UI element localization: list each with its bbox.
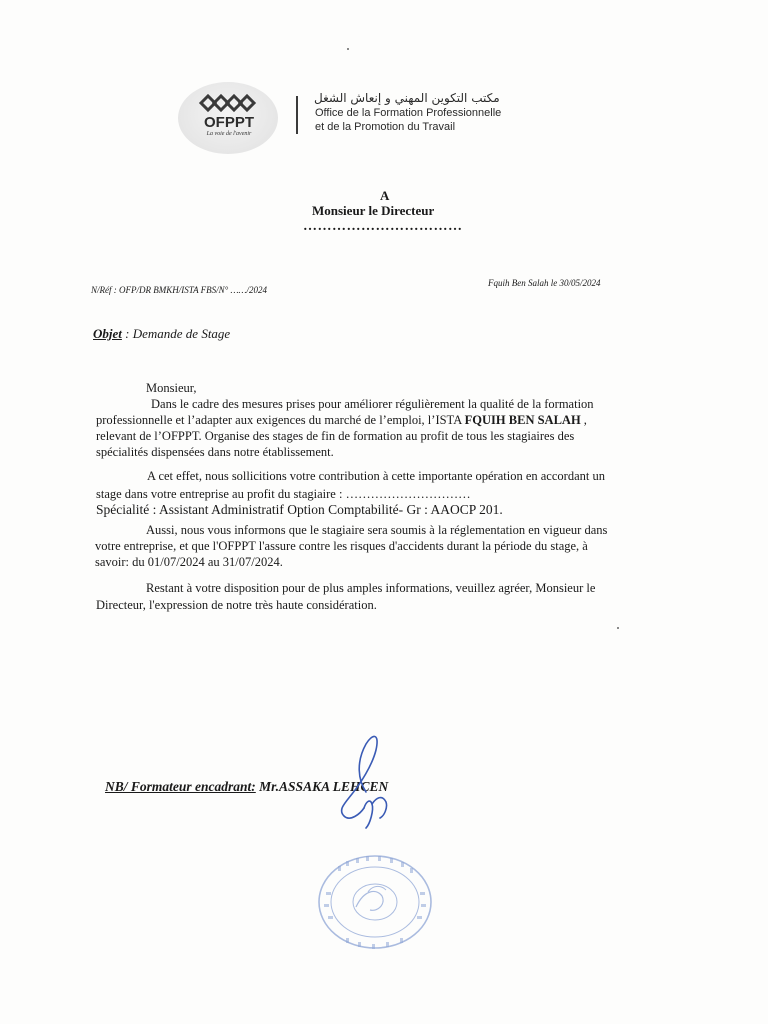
subject-label: Objet xyxy=(93,326,122,341)
addressee-title: Monsieur le Directeur xyxy=(312,203,435,218)
paragraph-1-line-2 xyxy=(96,412,587,428)
paragraph-1-line-1: Dans le cadre des mesures prises pour améliorer régulièrement la qualité de la formation xyxy=(151,397,594,411)
logo-text: OFPPT xyxy=(203,114,254,131)
salutation: Monsieur, xyxy=(146,381,197,395)
paragraph-1-line-3: relevant de l’OFPPT. Organise des stages de fin de formation au profit de tous les stagiaires des xyxy=(96,429,575,443)
org-name-french-line2: et de la Promotion du Travail xyxy=(315,121,456,133)
subject-text: Demande de Stage xyxy=(132,326,231,341)
paragraph-1-line-4: spécialités dispensées dans notre établissement. xyxy=(96,445,334,459)
logo-tagline: La voie de l'avenir xyxy=(206,131,252,137)
paragraph-4-line-1: Restant à votre disposition pour de plus amples informations, veuillez agréer, Monsieur le xyxy=(146,581,596,595)
supervisor-name: Mr.ASSAKA LEHCEN xyxy=(255,779,389,794)
specialty-line: Spécialité : Assistant Administratif Option Comptabilité- Gr : AAOCP 201. xyxy=(96,502,503,517)
paragraph-3-line-3: savoir: du 01/07/2024 au 31/07/2024. xyxy=(95,555,283,569)
scan-speck xyxy=(347,48,349,50)
school-name: FQUIH BEN SALAH xyxy=(464,413,581,427)
ofppt-logo-icon xyxy=(195,93,261,113)
subject-line xyxy=(93,326,230,342)
paragraph-3-line-1: Aussi, nous vous informons que le stagiaire sera soumis à la réglementation en vigueur dans xyxy=(146,523,608,537)
paragraph-3-line-2: votre entreprise, et que l'OFPPT l'assure contre les risques d'accidents durant la période du stage, à xyxy=(95,539,588,553)
paragraph-4-line-2: Directeur, l'expression de notre très haute considération. xyxy=(96,598,377,612)
paragraph-1-text: professionnelle et l’adapter aux exigences du marché de l’emploi, l’ISTA xyxy=(96,413,465,427)
org-name-arabic: مكتب التكوين المهني و إنعاش الشغل xyxy=(314,91,500,105)
addressee-blank: …………………………… xyxy=(303,219,463,234)
paragraph-1-comma: , xyxy=(580,413,587,427)
scan-speck xyxy=(617,627,619,629)
paragraph-2-line-1: A cet effet, nous sollicitions votre contribution à cette importante opération en accordant un xyxy=(147,469,605,483)
header-divider xyxy=(296,96,298,134)
signature-image xyxy=(330,732,400,832)
official-stamp-image xyxy=(316,852,434,952)
org-name-french-line1: Office de la Formation Professionnelle xyxy=(315,107,502,119)
addressee-prefix: A xyxy=(380,188,390,203)
subject-separator: : xyxy=(121,326,133,341)
reference-number: N/Réf : OFP/DR BMKH/ISTA FBS/N° ……/2024 xyxy=(91,285,268,295)
paragraph-2-line-2: stage dans votre entreprise au profit du stagiaire : ………………………… xyxy=(96,487,471,501)
supervisor-label: NB/ Formateur encadrant: xyxy=(105,779,256,794)
place-date: Fquih Ben Salah le 30/05/2024 xyxy=(488,278,601,288)
